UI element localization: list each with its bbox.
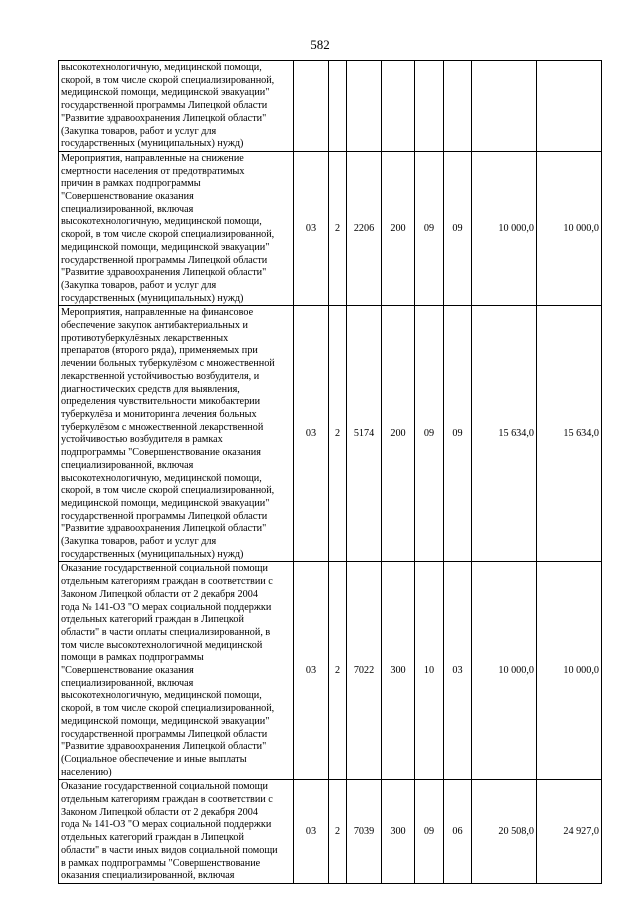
amount-1-cell: 15 634,0 [472, 306, 537, 562]
subsection-cell: 03 [444, 562, 472, 780]
amount-2-cell: 15 634,0 [537, 306, 602, 562]
section-cell: 09 [415, 306, 444, 562]
expense-type-cell: 300 [382, 562, 415, 780]
section-cell: 10 [415, 562, 444, 780]
table-row [59, 306, 602, 562]
amount-1-cell: 20 508,0 [472, 780, 537, 884]
amount-1-cell [472, 61, 537, 152]
description-cell: Мероприятия, направленные на снижение смертности населения от предотвратимых причин в рамках подпрограммы "Совершенствование оказания специализированной, включая высокотехнологичную, медицинской помощи, скорой, в том числе скорой специализированной, медицинской помощи, медицинской эвакуации" государственной программы Липецкой области "Развитие здравоохранения Липецкой области" (Закупка товаров, работ и услуг для государственных (муниципальных) нужд) [59, 151, 294, 305]
page-number: 582 [310, 37, 330, 52]
expense-type-cell [382, 61, 415, 152]
description-cell: Оказание государственной социальной помощи отдельным категориям граждан в соответствии с Законом Липецкой области от 2 декабря 2004 года № 141-ОЗ "О мерах социальной поддержки отдельных категорий граждан в Липецкой области" в части оплаты специализированной, в том числе высокотехнологичной медицинской помощи в рамках подпрограммы "Совершенствование оказания специализированной, включая высокотехнологичную, медицинской помощи, скорой, в том числе скорой специализированной, медицинской помощи, медицинской эвакуации" государственной программы Липецкой области "Развитие здравоохранения Липецкой области" (Социальное обеспечение и иные выплаты населению) [59, 562, 294, 780]
subsection-cell: 06 [444, 780, 472, 884]
expense-type-cell: 200 [382, 151, 415, 305]
amount-1-cell: 10 000,0 [472, 562, 537, 780]
subsection-cell: 09 [444, 151, 472, 305]
direction-code-cell [347, 61, 382, 152]
direction-code-cell: 2206 [347, 151, 382, 305]
description-cell: высокотехнологичную, медицинской помощи, скорой, в том числе скорой специализированной, медицинской помощи, медицинской эвакуации" государственной программы Липецкой области "Развитие здравоохранения Липецкой области" (Закупка товаров, работ и услуг для государственных (муниципальных) нужд) [59, 61, 294, 152]
table-row [59, 151, 602, 305]
program-code-cell: 03 [294, 306, 329, 562]
direction-code-cell: 7022 [347, 562, 382, 780]
amount-2-cell: 24 927,0 [537, 780, 602, 884]
program-code-cell: 03 [294, 780, 329, 884]
program-code-cell [294, 61, 329, 152]
subprogram-code-cell [329, 61, 347, 152]
subprogram-code-cell: 2 [329, 151, 347, 305]
description-cell: Мероприятия, направленные на финансовое обеспечение закупок антибактериальных и противотуберкулёзных лекарственных препаратов (второго ряда), применяемых при лечении больных туберкулёзом с множественной лекарственной устойчивостью возбудителя, и диагностических средств для выявления, определения чувствительности микобактерии туберкулёза и мониторинга лечения больных туберкулёзом с множественной лекарственной устойчивостью возбудителя в рамках подпрограммы "Совершенствование оказания специализированной, включая высокотехнологичную, медицинской помощи, скорой, в том числе скорой специализированной, медицинской помощи, медицинской эвакуации" государственной программы Липецкой области "Развитие здравоохранения Липецкой области" (Закупка товаров, работ и услуг для государственных (муниципальных) нужд) [59, 306, 294, 562]
subprogram-code-cell: 2 [329, 780, 347, 884]
subsection-cell [444, 61, 472, 152]
section-cell [415, 61, 444, 152]
expense-type-cell: 300 [382, 780, 415, 884]
direction-code-cell: 7039 [347, 780, 382, 884]
expense-type-cell: 200 [382, 306, 415, 562]
program-code-cell: 03 [294, 151, 329, 305]
table-row [59, 61, 602, 152]
amount-2-cell [537, 61, 602, 152]
direction-code-cell: 5174 [347, 306, 382, 562]
subsection-cell: 09 [444, 306, 472, 562]
program-code-cell: 03 [294, 562, 329, 780]
table-row [59, 562, 602, 780]
description-cell: Оказание государственной социальной помощи отдельным категориям граждан в соответствии с Законом Липецкой области от 2 декабря 2004 года № 141-ОЗ "О мерах социальной поддержки отдельных категорий граждан в Липецкой области" в части иных видов социальной помощи в рамках подпрограммы "Совершенствование оказания специализированной, включая [59, 780, 294, 884]
table-row [59, 780, 602, 884]
budget-table [58, 60, 602, 884]
subprogram-code-cell: 2 [329, 562, 347, 780]
subprogram-code-cell: 2 [329, 306, 347, 562]
section-cell: 09 [415, 780, 444, 884]
amount-2-cell: 10 000,0 [537, 562, 602, 780]
section-cell: 09 [415, 151, 444, 305]
amount-2-cell: 10 000,0 [537, 151, 602, 305]
amount-1-cell: 10 000,0 [472, 151, 537, 305]
